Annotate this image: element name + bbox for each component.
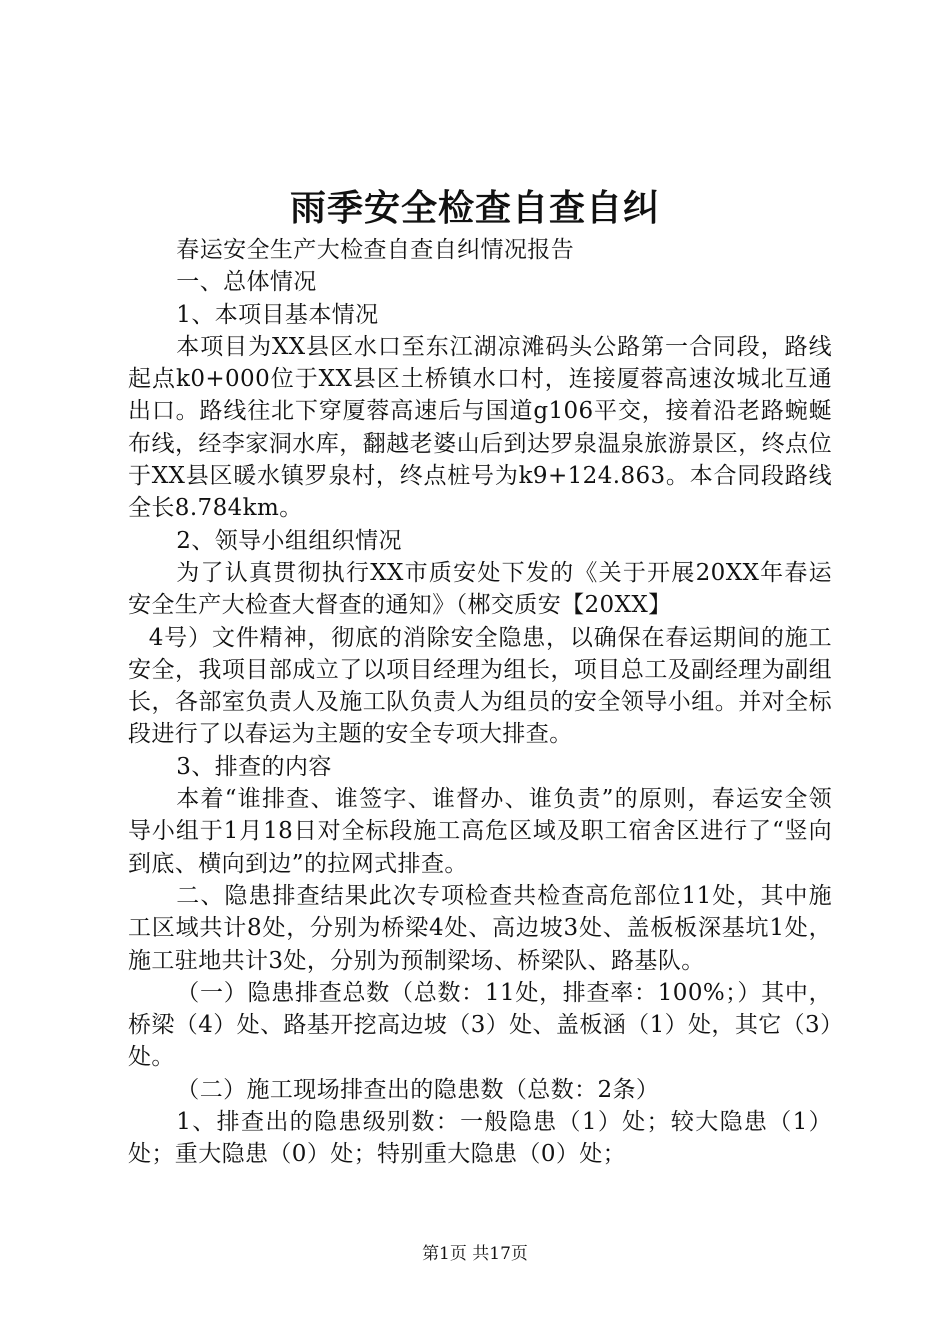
paragraph-inspection-results: 二、隐患排查结果此次专项检查共检查高危部位11处，其中施工区域共计8处，分别为桥梁4处、高边坡3处、盖板板深基坑1处，施工驻地共计3处，分别为预制梁场、桥梁队、路基队。 [128,882,832,974]
report-subtitle: 春运安全生产大检查自查自纠情况报告 [176,237,575,263]
subsection-heading-project-basics: 1、本项目基本情况 [176,301,379,328]
subsection-heading-inspection-content: 3、排查的内容 [176,753,332,780]
paragraph-hazard-levels: 1、排查出的隐患级别数：一般隐患（1）处；较大隐患（1）处；重大隐患（0）处；特别重大隐患（0）处； [128,1109,832,1168]
paragraph-site-hazard-count: （二）施工现场排查出的隐患数（总数：2条） [176,1076,660,1103]
paragraph-leadership-details: 4号）文件精神，彻底的消除安全隐患，以确保在春运期间的施工安全，我项目部成立了以项目经理为组长，项目总工及副经理为副组长，各部室负责人及施工队负责人为组员的安全领导小组。并对全标段进行了以春运为主题的安全专项大排查。 [128,624,832,748]
paragraph-leadership-notice: 为了认真贯彻执行XX市质安处下发的《关于开展20XX年春运安全生产大检查大督查的通知》（郴交质安【20XX】 [128,559,832,619]
paragraph-project-description: 本项目为XX县区水口至东江湖凉滩码头公路第一合同段，路线起点k0+000位于XX县区土桥镇水口村，连接厦蓉高速汝城北互通出口。路线往北下穿厦蓉高速后与国道g106平交，接着沿老路蜿蜒布线，经李家洞水库，翻越老婆山后到达罗泉温泉旅游景区，终点位于XX县区暖水镇罗泉村，终点桩号为k9+124.863。本合同段路线全长8.784km。 [128,333,832,522]
document-title: 雨季安全检查自查自纠 [289,188,660,229]
paragraph-inspection-principle: 本着“谁排查、谁签字、谁督办、谁负责”的原则，春运安全领导小组于1月18日对全标段施工高危区域及职工宿舍区进行了“竖向到底、横向到边”的拉网式排查。 [128,786,832,877]
section-heading-overview: 一、总体情况 [176,269,317,296]
page-footer: 第1页 共17页 [422,1244,528,1264]
document-body [128,234,832,1171]
subsection-heading-leadership-group: 2、领导小组组织情况 [176,527,402,554]
paragraph-hazard-total: （一）隐患排查总数（总数：11处，排查率：100%；）其中，桥梁（4）处、路基开挖高边坡（3）处、盖板涵（1）处，其它（3）处。 [128,979,832,1071]
